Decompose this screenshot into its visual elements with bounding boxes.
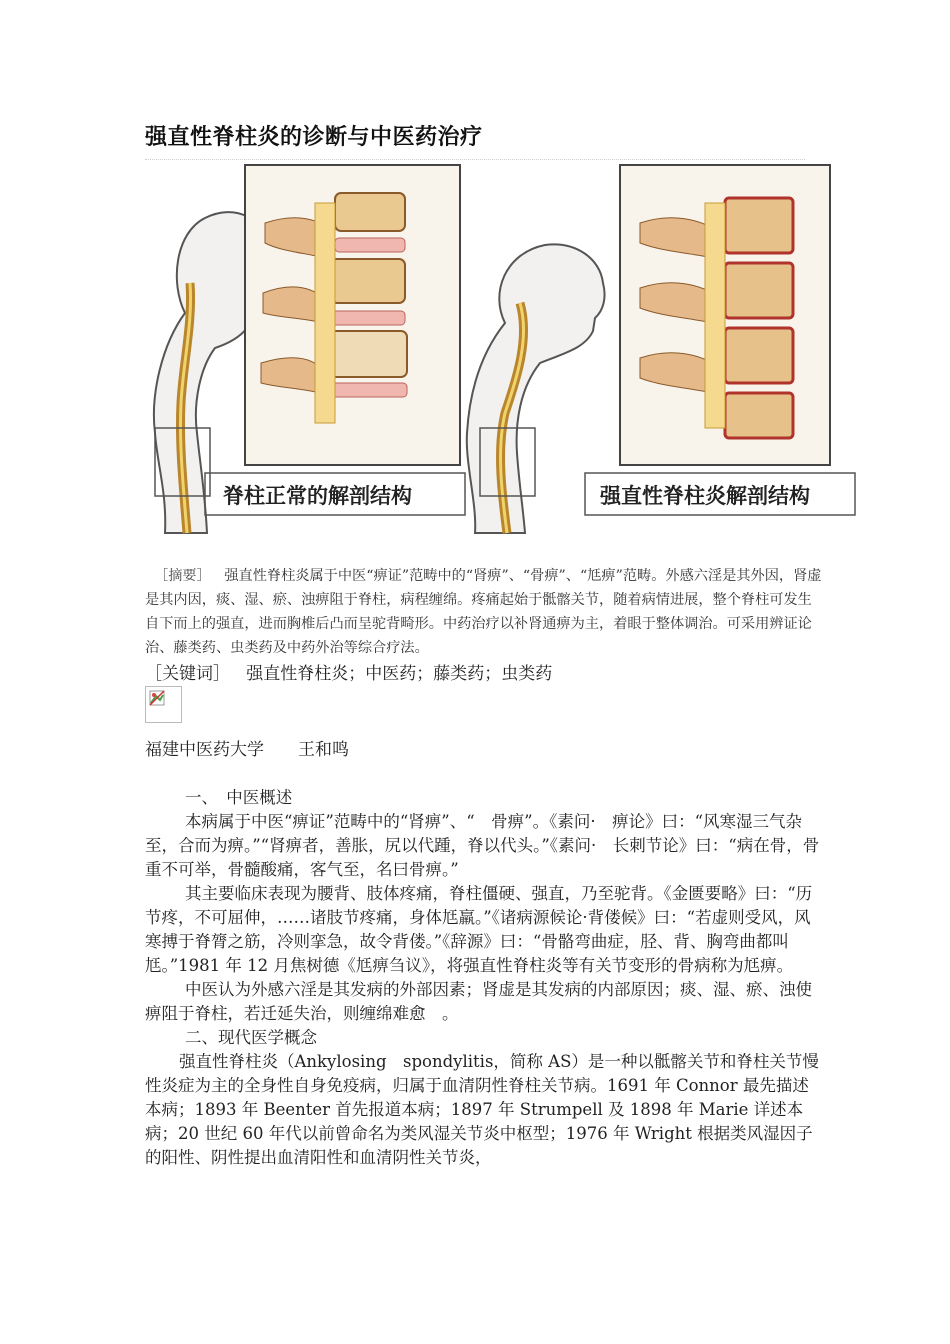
author-name: 王和鸣 [298,740,349,760]
author-institution: 福建中医药大学 [145,740,264,760]
spine-anatomy-illustration [145,163,863,541]
section-2-paragraph-1: 强直性脊柱炎（Ankylosing spondylitis，简称 AS）是一种以骶髂关节和脊柱关节慢性炎症为主的全身性自身免疫病，归属于血清阴性脊柱关节病。1691 年 Connor 最先描述本病；1893 年 Beenter 首先报道本病；1897 年 Strumpell 及 1898 年 Marie 详述本病；20 世纪 60 年代以前曾命名为类风湿关节炎中枢型；1976 年 Wright 根据类风湿因子的阳性、阴性提出血清阳性和血清阴性关节炎， [145,1052,819,1167]
page-title: 强直性脊柱炎的诊断与中医药治疗 [145,125,483,150]
ankylosing-spine-panel [620,165,830,465]
keywords-text: 强直性脊柱炎；中医药；藤类药；虫类药 [246,664,553,684]
section-1-paragraph-3: 中医认为外感六淫是其发病的外部因素；肾虚是其发病的内部原因；痰、湿、瘀、浊使痹阻于脊柱，若迁延失治，则缠绵难愈 。 [145,980,812,1023]
abstract-text: 强直性脊柱炎属于中医“痹证”范畴中的“肾痹”、“骨痹”、“尪痹”范畴。外感六淫是其外因，肾虚是其内因，痰、湿、瘀、浊痹阻于脊柱，病程缠绵。疼痛起始于骶髂关节，随着病情进展，整个脊柱可发生自下而上的强直，进而胸椎后凸而呈驼背畸形。中药治疗以补肾通痹为主，着眼于整体调治。可采用辨证论治、藤类药、虫类药及中药外治等综合疗法。 [145,568,822,656]
kyphosis-posture-silhouette [467,244,605,533]
article-body [145,786,820,1170]
title-divider [145,159,805,160]
abstract-label: ［摘要］ [154,568,211,584]
section-1-heading: 一、 中医概述 [185,788,293,807]
section-1-paragraph-2: 其主要临床表现为腰背、肢体疼痛，脊柱僵硬、强直，乃至驼背。《金匮要略》曰：“历节疼，不可屈伸，……诸肢节疼痛，身体尪羸。”《诸病源候论·背偻候》曰：“若虚则受风，风寒搏于脊膂之筋，冷则挛急，故令背偻。”《辞源》曰：“骨骼弯曲症，胫、背、胸弯曲都叫尪。”1981 年 12 月焦树德《尪痹刍议》，将强直性脊柱炎等有关节变形的骨病称为尪痹。 [145,884,813,975]
section-2-heading: 二、现代医学概念 [185,1028,317,1047]
abstract-paragraph [145,564,825,660]
figure-caption-left: 脊柱正常的解剖结构 [223,484,412,508]
broken-image-icon [145,686,182,723]
figure-caption-right: 强直性脊柱炎解剖结构 [600,484,810,508]
normal-spine-panel [245,165,460,465]
spine-anatomy-figure [145,163,863,541]
author-line [145,735,349,760]
keywords-line [145,660,825,688]
keywords-label: ［关键词］ [145,664,230,684]
section-1-paragraph-1: 本病属于中医“痹证”范畴中的“肾痹”、“ 骨痹”。《素问· 痹论》曰：“风寒湿三气杂至，合而为痹。”“肾痹者，善胀，尻以代踵，脊以代头。”《素问· 长刺节论》曰：“病在骨，骨重不可举，骨髓酸痛，客气至，名曰骨痹。” [145,812,820,879]
